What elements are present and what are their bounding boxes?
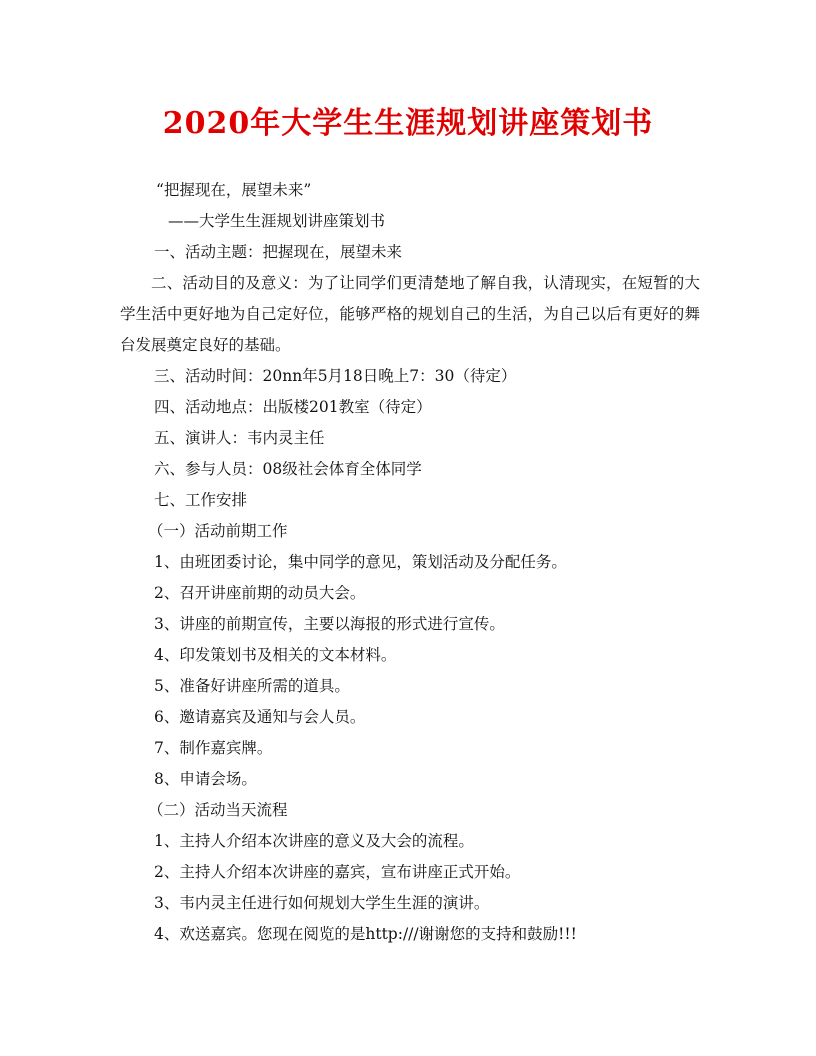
list-item: 8、申请会场。 [154, 770, 257, 788]
list-item: 2、召开讲座前期的动员大会。 [154, 584, 366, 602]
document-title: 2020年大学生生涯规划讲座策划书 [162, 106, 654, 141]
subsection-preparation: （一）活动前期工作 [148, 522, 288, 540]
list-item: 4、印发策划书及相关的文本材料。 [154, 646, 397, 664]
list-item: 1、由班团委讨论，集中同学的意见，策划活动及分配任务。 [154, 553, 567, 571]
list-item: 6、邀请嘉宾及通知与会人员。 [154, 708, 366, 726]
list-item: 7、制作嘉宾牌。 [154, 739, 273, 757]
section-time: 三、活动时间：20nn年5月18日晚上7：30（待定） [154, 367, 517, 385]
list-item: 1、主持人介绍本次讲座的意义及大会的流程。 [154, 832, 474, 850]
section-speaker: 五、演讲人：韦内灵主任 [154, 429, 325, 447]
list-item: 2、主持人介绍本次讲座的嘉宾，宣布讲座正式开始。 [154, 863, 521, 881]
list-item: 3、韦内灵主任进行如何规划大学生生涯的演讲。 [154, 894, 490, 912]
section-theme: 一、活动主题：把握现在，展望未来 [154, 243, 403, 261]
section-location: 四、活动地点：出版楼201教室（待定） [154, 398, 432, 416]
list-item: 3、讲座的前期宣传，主要以海报的形式进行宣传。 [154, 615, 505, 633]
section-purpose: 二、活动目的及意义：为了让同学们更清楚地了解自我，认清现实，在短暂的大学生活中更好地为自己定好位，能够严格的规划自己的生活，为自己以后有更好的舞台发展奠定良好的基础。 [120, 274, 700, 354]
slogan-line: “把握现在，展望未来” [156, 181, 312, 199]
document-body [120, 175, 700, 950]
list-item: 4、欢送嘉宾。您现在阅览的是http:///谢谢您的支持和鼓励!!! [154, 925, 577, 943]
subtitle-line: ——大学生生涯规划讲座策划书 [168, 212, 386, 230]
section-participants: 六、参与人员：08级社会体育全体同学 [154, 460, 422, 478]
section-work-arrangement: 七、工作安排 [154, 491, 248, 509]
subsection-event-day: （二）活动当天流程 [148, 801, 288, 819]
list-item: 5、准备好讲座所需的道具。 [154, 677, 350, 695]
